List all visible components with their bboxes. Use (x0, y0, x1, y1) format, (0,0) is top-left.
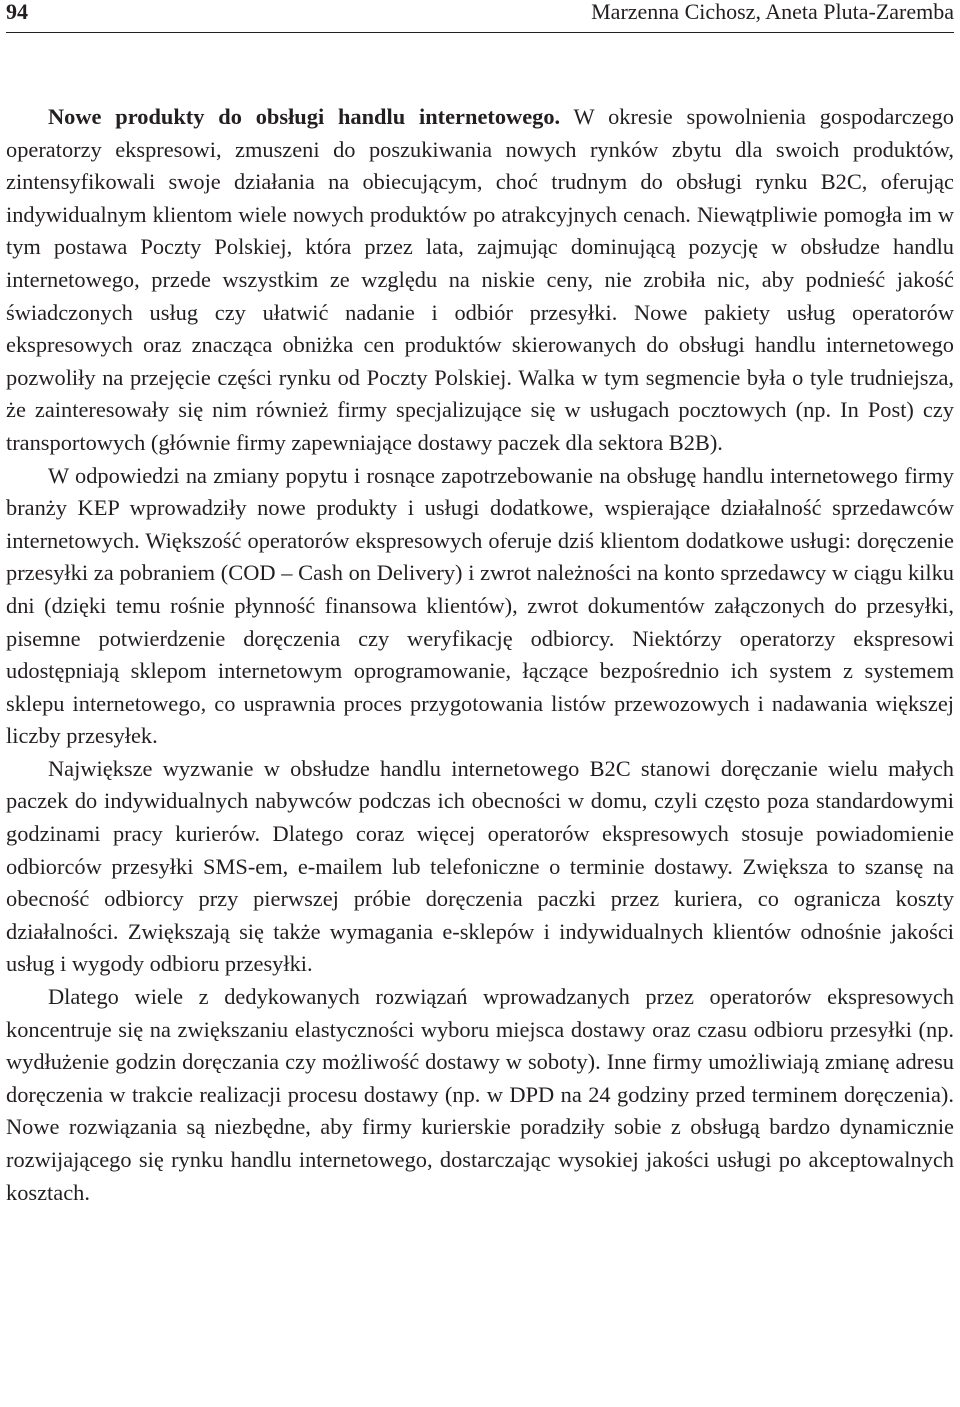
paragraph-4: Dlatego wiele z dedykowanych rozwiązań wprowadzanych przez operatorów ekspresowych koncentruje się na zwiększaniu elastyczności wyboru miejsca dostawy oraz czasu odbioru przesyłki (np. wydłużenie godzin doręczania czy możliwość dostawy w soboty). Inne firmy umożliwiają zmianę adresu doręczenia w trakcie realizacji procesu dostawy (np. w DPD na 24 godziny przed terminem doręczenia). Nowe rozwiązania są niezbędne, aby firmy kurierskie poradziły sobie z obsługą bardzo dynamicznie rozwijającego się rynku handlu internetowego, dostarczając wysokiej jakości usługi po akceptowalnych kosztach. (6, 984, 954, 1205)
paragraph-3: Największe wyzwanie w obsłudze handlu internetowego B2C stanowi doręczanie wielu małych paczek do indywidualnych nabywców podczas ich obecności w domu, czyli często poza standardowymi godzinami pracy kurierów. Dlatego coraz więcej operatorów ekspresowych stosuje powiadomienie odbiorców przesyłki SMS-em, e-mailem lub telefoniczne o terminie dostawy. Zwiększa to szansę na obecność odbiorcy przy pierwszej próbie doręczenia paczki przez kuriera, co ogranicza koszty działalności. Zwiększają się także wymagania e-sklepów i indywidualnych klientów odnośnie jakości usług i wygody odbioru przesyłki. (6, 755, 954, 977)
page-number: 94 (6, 0, 28, 24)
paragraph-2: W odpowiedzi na zmiany popytu i rosnące zapotrzebowanie na obsługę handlu internetowego firmy branży KEP wprowadziły nowe produkty i usługi dodatkowe, wspierające działalność sprzedawców internetowych. Większość operatorów ekspresowych oferuje dziś klientom dodatkowe usługi: doręczenie przesyłki za pobraniem (COD – Cash on Delivery) i zwrot należności na konto sprzedawcy w ciągu kilku dni (dzięki temu rośnie płynność finansowa klientów), zwrot dokumentów załączonych do przesyłki, pisemne potwierdzenie doręczenia czy weryfikację odbiorcy. Niektórzy operatorzy ekspresowi udostępniają sklepom internetowym oprogramowanie, łączące bezpośrednio ich system z systemem sklepu internetowego, co usprawnia proces przygotowania listów przewozowych i nadawania większej liczby przesyłek. (6, 462, 954, 749)
page-header (6, 0, 954, 33)
section-lead-in: Nowe produkty do obsługi handlu internetowego. (48, 104, 561, 129)
body-text (6, 101, 954, 1209)
paragraph-1 (6, 101, 954, 460)
running-head-authors: Marzenna Cichosz, Aneta Pluta-Zaremba (591, 0, 954, 24)
paragraph-1-text: W okresie spowolnienia gospodarczego operatorzy ekspresowi, zmuszeni do poszukiwania nowych rynków zbytu dla swoich produktów, zintensyfikowali swoje działania na obiecującym, choć trudnym do obsługi rynku B2C, oferując indywidualnym klientom wiele nowych produktów po atrakcyjnych cenach. Niewątpliwie pomogła im w tym postawa Poczty Polskiej, która przez lata, zajmując dominującą pozycję w obsłudze handlu internetowego, przede wszystkim ze względu na niskie ceny, nie zrobiła nic, aby podnieść jakość świadczonych usług czy ułatwić nadanie i odbiór przesyłki. Nowe pakiety usług operatorów ekspresowych oraz znacząca obniżka cen produktów skierowanych do obsługi handlu internetowego pozwoliły na przejęcie części rynku od Poczty Polskiej. Walka w tym segmencie była o tyle trudniejsza, że zainteresowały się nim również firmy specjalizujące się w usługach pocztowych (np. In Post) czy transportowych (głównie firmy zapewniające dostawy paczek dla sektora B2B). (6, 104, 955, 455)
